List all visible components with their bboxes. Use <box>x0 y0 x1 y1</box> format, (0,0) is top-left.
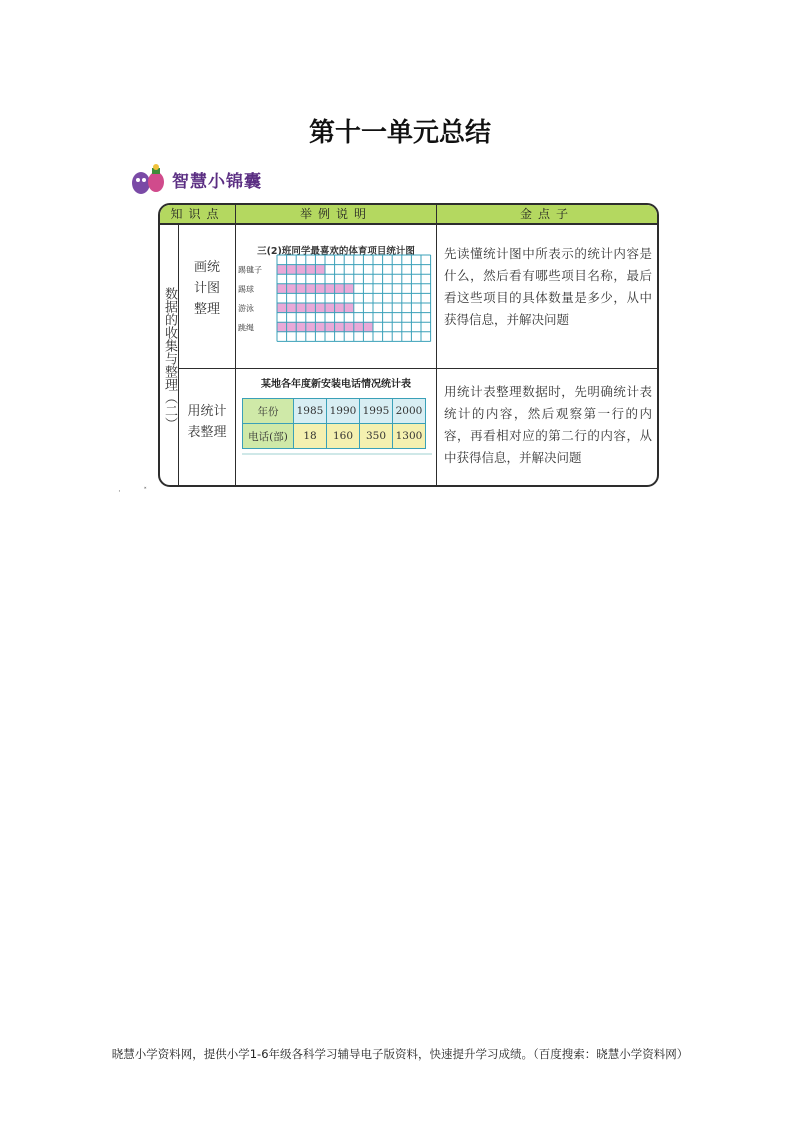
year-cell: 2000 <box>393 399 426 424</box>
table-underline <box>242 453 432 455</box>
count-cell: 1300 <box>393 424 426 449</box>
lantern-figure-icon <box>130 162 166 196</box>
year-cell: 1990 <box>327 399 360 424</box>
year-header-cell: 年份 <box>243 399 294 424</box>
divider <box>436 205 437 485</box>
scan-speck: ˟ <box>143 487 148 497</box>
stat-table-example <box>236 370 436 483</box>
category-label: 踢毽子 <box>238 265 262 275</box>
header-example: 举例说明 <box>299 207 372 221</box>
tip-draw-chart: 先读懂统计图中所表示的统计内容是什么，然后看有哪些项目名称，最后看这些项目的具体数量是多少，从中获得信息，并解决问题 <box>444 246 652 327</box>
table-row <box>243 399 426 424</box>
count-header-cell: 电话(部) <box>243 424 294 449</box>
page-title: 第十一单元总结 <box>308 118 491 148</box>
subtopic-use-table <box>179 401 235 443</box>
subtopic-line: 表整理 <box>187 425 227 440</box>
summary-table <box>158 203 659 487</box>
subtopic-line: 用统计 <box>187 404 227 419</box>
row-divider <box>178 368 657 369</box>
stat-table <box>242 398 426 449</box>
banner-label: 智慧小锦囊 <box>172 172 262 192</box>
subtopic-draw-chart <box>179 257 235 320</box>
chart-title: 三(2)班同学最喜欢的体育项目统计图 <box>257 246 415 257</box>
count-cell: 160 <box>327 424 360 449</box>
year-cell: 1985 <box>294 399 327 424</box>
table-row <box>243 424 426 449</box>
chart-bar <box>277 265 325 275</box>
count-cell: 18 <box>294 424 327 449</box>
chart-canvas <box>236 225 436 368</box>
footer-note: 晓慧小学资料网，提供小学1-6年级各科学习辅导电子版资料，快速提升学习成绩。（百度搜索：晓慧小学资料网） <box>111 1047 689 1061</box>
header-tip: 金点子 <box>519 207 574 221</box>
count-cell: 350 <box>360 424 393 449</box>
category-label: 游泳 <box>238 304 254 314</box>
scan-speck: · <box>118 487 121 497</box>
topic-label: 数据的收集与整理（二） <box>162 287 177 430</box>
year-cell: 1995 <box>360 399 393 424</box>
category-label: 跳绳 <box>238 323 254 333</box>
subtopic-line: 画统 <box>193 260 220 275</box>
tip-use-table: 用统计表整理数据时，先明确统计表统计的内容，然后观察第一行的内容，再看相对应的第二行的内容，从中获得信息，并解决问题 <box>444 384 652 465</box>
subtopic-line: 计图 <box>193 281 220 296</box>
subtopic-line: 整理 <box>193 302 220 317</box>
banner <box>130 162 310 196</box>
bar-chart <box>236 225 436 368</box>
category-label: 踢球 <box>238 284 254 294</box>
stat-table-title: 某地各年度新安装电话情况统计表 <box>261 379 411 390</box>
header-knowledge-point: 知识点 <box>170 207 225 221</box>
topic-cell <box>160 225 178 483</box>
